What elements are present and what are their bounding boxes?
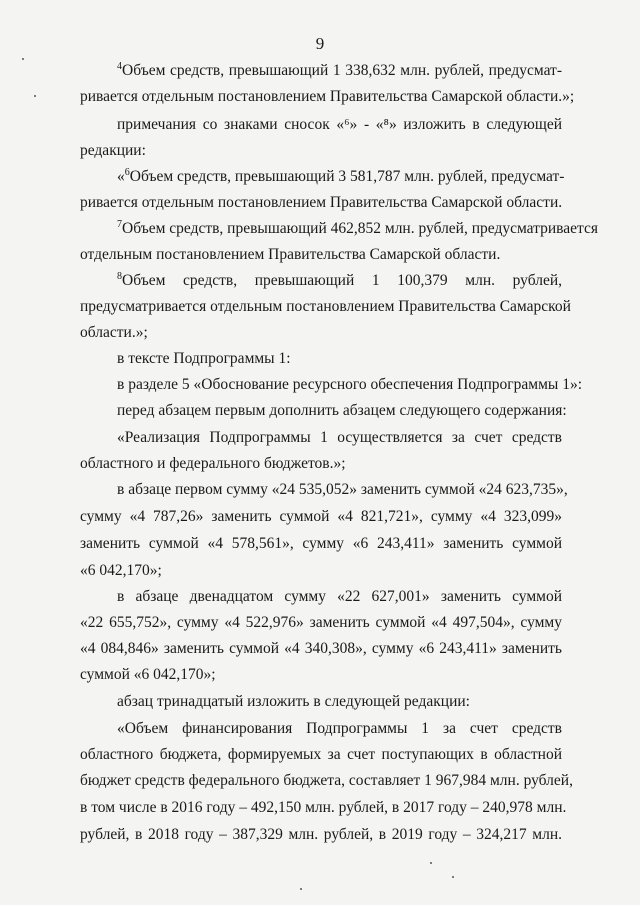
quote-line: рублей, в 2018 году – 387,329 млн. рублей, в 2019 году – 324,217 млн. — [80, 826, 562, 843]
footnote-7-line-2: отдельным постановлением Правительства Самарской области. — [80, 246, 501, 263]
instruction-line: перед абзацем первым дополнить абзацем следующего содержания: — [117, 402, 567, 419]
quote-line: в том числе в 2016 году – 492,150 млн. рублей, в 2017 году – 240,978 млн. — [80, 799, 567, 816]
footnote-mark: 7 — [117, 219, 122, 230]
instruction-line: редакции: — [80, 142, 146, 159]
scan-speck — [22, 58, 24, 60]
footnote-6-line-2: ривается отдельным постановлением Правительства Самарской области. — [80, 194, 563, 211]
paragraph-line: «6 042,170»; — [80, 562, 162, 579]
footnote-8-line-3: области.»; — [80, 324, 148, 341]
scan-speck — [300, 888, 302, 890]
instruction-line: в тексте Подпрограммы 1: — [117, 350, 291, 367]
scan-speck — [452, 876, 454, 878]
quote-line: «Объем финансирования Подпрограммы 1 за счет средств — [117, 720, 562, 737]
footnote-mark: 4 — [117, 61, 122, 72]
footnote-8-line-2: предусматривается отдельным постановлением Правительства Самарской — [80, 298, 571, 315]
paragraph-line: «4 084,846» заменить суммой «4 340,308», сумму «6 243,411» заменить — [80, 640, 562, 657]
paragraph-line: в абзаце двенадцатом сумму «22 627,001» заменить суммой — [117, 588, 562, 605]
footnote-8-line-1: $^8$Объем средств, превышающий 1 100,379 млн. рублей, — [117, 271, 562, 289]
quote-line: областного бюджета, формируемых за счет поступающих в областной — [80, 746, 562, 763]
footnote-mark: 8 — [117, 271, 122, 282]
quote-line: областного и федерального бюджетов.»; — [80, 455, 346, 472]
footnote-6-line-1: «$^6$Объем средств, превышающий 3 581,787 млн. рублей, предусмат- — [117, 167, 565, 185]
footnote-4-line-1: $^4$Объем средств, превышающий 1 338,632 млн. рублей, предусмат- — [117, 61, 562, 79]
scan-speck — [34, 95, 36, 97]
paragraph-line: «22 655,752», сумму «4 522,976» заменить суммой «4 497,504», сумму — [80, 614, 562, 631]
instruction-line: примечания со знаками сносок «⁶» - «⁸» изложить в следующей — [117, 116, 562, 133]
paragraph-line: сумму «4 787,26» заменить суммой «4 821,721», сумму «4 323,099» — [80, 508, 562, 525]
footnote-mark: 6 — [124, 167, 130, 178]
paragraph-line: в абзаце первом сумму «24 535,052» заменить суммой «24 623,735», — [117, 481, 568, 498]
quote-line: «Реализация Подпрограммы 1 осуществляется за счет средств — [117, 429, 562, 446]
scan-speck — [430, 862, 432, 864]
paragraph-line: заменить суммой «4 578,561», сумму «6 243,411» заменить суммой — [80, 535, 562, 552]
instruction-line: абзац тринадцатый изложить в следующей редакции: — [117, 693, 470, 710]
instruction-line: в разделе 5 «Обоснование ресурсного обеспечения Подпрограммы 1»: — [117, 376, 582, 393]
footnote-4-line-2: ривается отдельным постановлением Правительства Самарской области.»; — [80, 88, 575, 105]
footnote-7-line-1: $^7$Объем средств, превышающий 462,852 млн. рублей, предусматривается — [117, 219, 598, 237]
quote-line: бюджет средств федерального бюджета, составляет 1 967,984 млн. рублей, — [80, 772, 573, 789]
paragraph-line: суммой «6 042,170»; — [80, 666, 216, 683]
page-number: 9 — [315, 34, 325, 53]
